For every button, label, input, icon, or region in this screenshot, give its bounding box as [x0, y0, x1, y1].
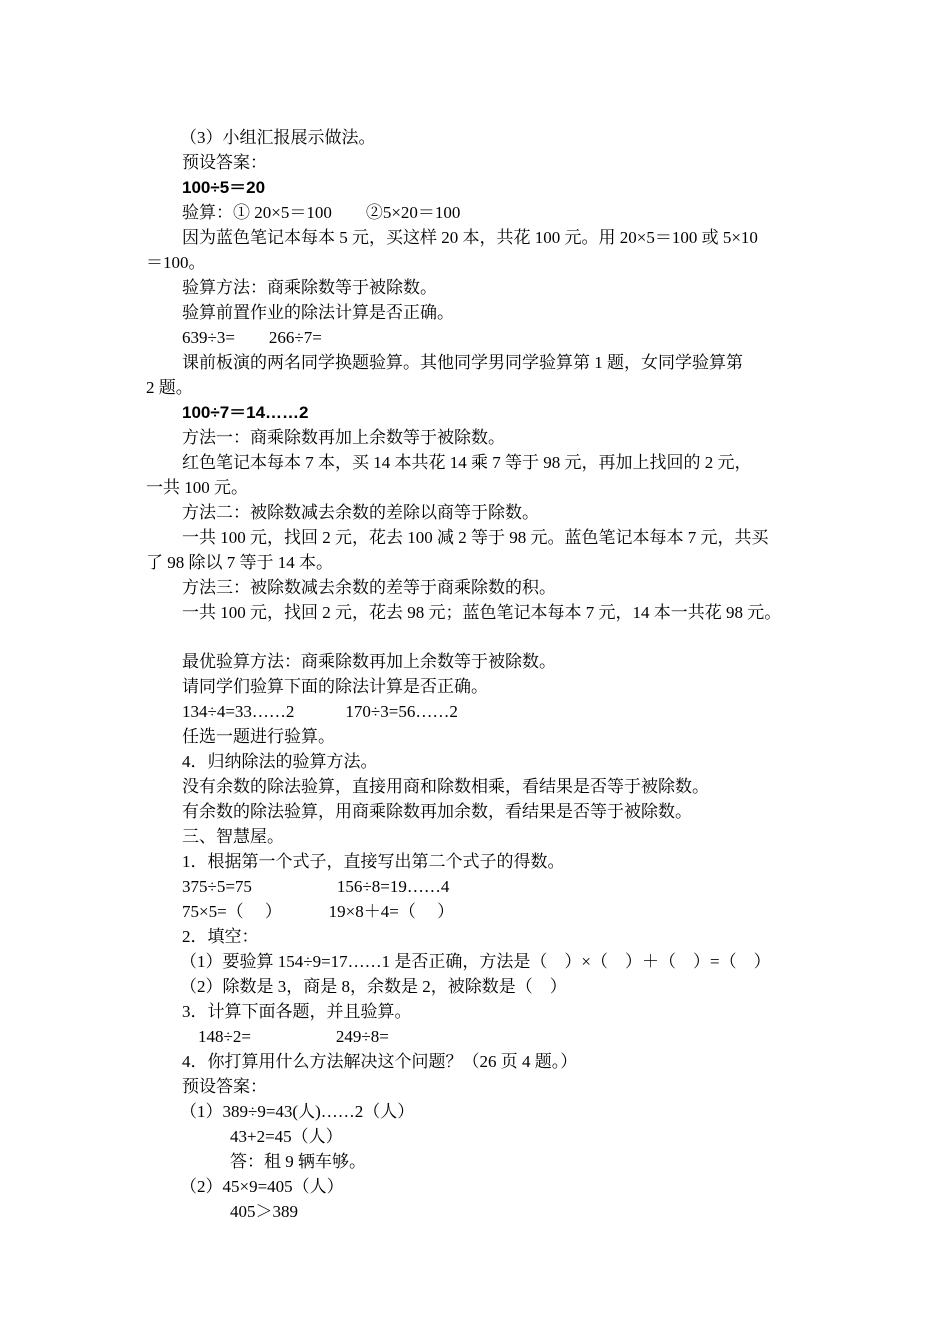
text-line: 课前板演的两名同学换题验算。其他同学男同学验算第 1 题，女同学验算第	[182, 353, 743, 372]
text-line: 375÷5=75 156÷8=19……4	[182, 877, 450, 896]
text-line: 一共 100 元，找回 2 元，花去 98 元；蓝色笔记本每本 7 元，14 本一共花 98 元。	[182, 603, 782, 622]
text-line: 请同学们验算下面的除法计算是否正确。	[182, 677, 488, 696]
text-line: 验算方法：商乘除数等于被除数。	[182, 278, 437, 297]
text-line: 639÷3= 266÷7=	[182, 328, 322, 347]
text-line: （2）除数是 3，商是 8，余数是 2，被除数是（ ）	[180, 977, 567, 996]
text-line: 了 98 除以 7 等于 14 本。	[146, 553, 333, 572]
text-line: 3．计算下面各题，并且验算。	[182, 1002, 412, 1021]
equation-line: 100÷7＝14……2	[182, 403, 309, 422]
text-line: 验算：① 20×5＝100 ②5×20＝100	[182, 203, 461, 222]
text-line: 预设答案：	[182, 153, 267, 172]
text-line: 405＞389	[230, 1202, 298, 1221]
text-line: 验算前置作业的除法计算是否正确。	[182, 303, 454, 322]
text-line: 方法三：被除数减去余数的差等于商乘除数的积。	[182, 578, 556, 597]
text-line: 2 题。	[146, 378, 193, 397]
text-line: 因为蓝色笔记本每本 5 元，买这样 20 本，共花 100 元。用 20×5＝100 或 5×10	[182, 228, 758, 247]
text-line: 没有余数的除法验算，直接用商和除数相乘，看结果是否等于被除数。	[182, 777, 709, 796]
text-line: 方法二：被除数减去余数的差除以商等于除数。	[182, 503, 539, 522]
text-line: 答：租 9 辆车够。	[230, 1152, 366, 1171]
text-line: 4．你打算用什么方法解决这个问题？（26 页 4 题。）	[182, 1052, 578, 1071]
text-line: 一共 100 元，找回 2 元，花去 100 减 2 等于 98 元。蓝色笔记本每本 7 元，共买	[182, 528, 769, 547]
text-line: 43+2=45（人）	[230, 1127, 343, 1146]
text-line: 148÷2= 249÷8=	[198, 1027, 389, 1046]
text-line: 4．归纳除法的验算方法。	[182, 752, 378, 771]
text-line: 方法一：商乘除数再加上余数等于被除数。	[182, 428, 505, 447]
text-line: 红色笔记本每本 7 本，买 14 本共花 14 乘 7 等于 98 元，再加上找回的 2 元，	[182, 453, 752, 472]
text-line: （2）45×9=405（人）	[180, 1177, 344, 1196]
text-line: 最优验算方法：商乘除数再加上余数等于被除数。	[182, 652, 556, 671]
text-line: 75×5=（ ） 19×8＋4=（ ）	[182, 902, 455, 921]
text-line: 1．根据第一个式子，直接写出第二个式子的得数。	[182, 852, 565, 871]
text-line: 2．填空：	[182, 927, 259, 946]
section-heading: 三、智慧屋。	[182, 827, 284, 846]
text-line: （1）389÷9=43(人)……2（人）	[180, 1102, 415, 1121]
text-line: 134÷4=33……2 170÷3=56……2	[182, 702, 458, 721]
text-line: （3）小组汇报展示做法。	[180, 128, 376, 147]
text-line: ＝100。	[146, 253, 206, 272]
text-line: 有余数的除法验算，用商乘除数再加余数，看结果是否等于被除数。	[182, 802, 692, 821]
equation-line: 100÷5＝20	[182, 178, 266, 197]
text-line: 一共 100 元。	[146, 478, 248, 497]
text-line: 任选一题进行验算。	[182, 727, 335, 746]
text-line: （1）要验算 154÷9=17……1 是否正确，方法是（ ）×（ ）＋（ ）=（ ）	[180, 952, 771, 971]
text-line: 预设答案：	[182, 1077, 267, 1096]
